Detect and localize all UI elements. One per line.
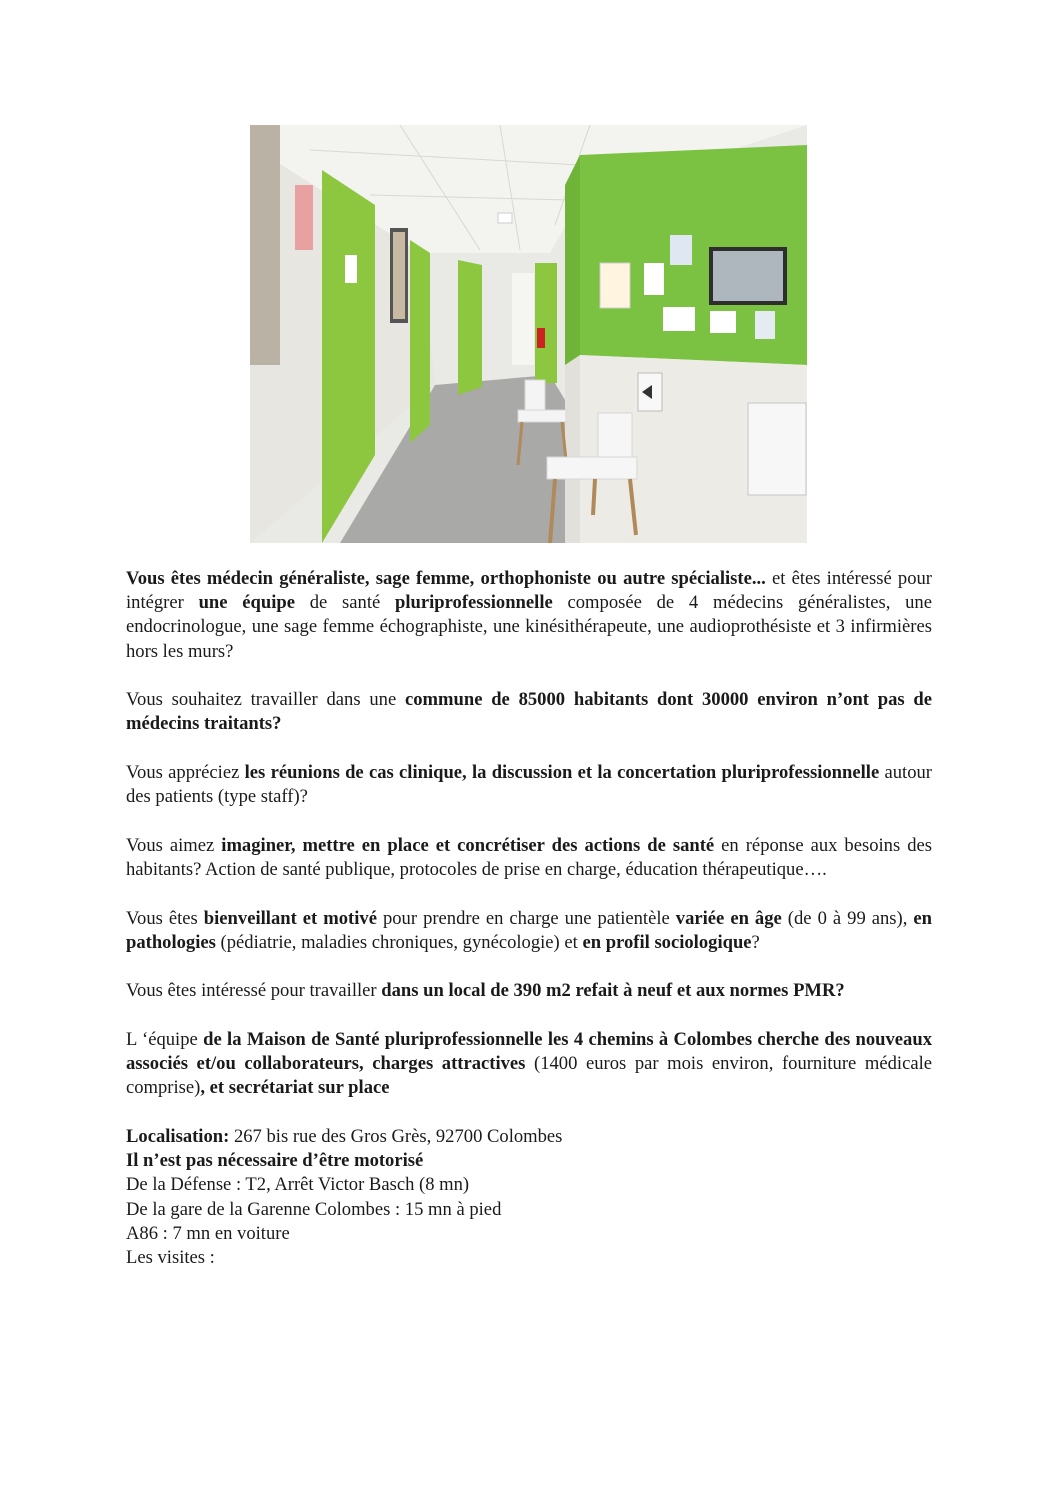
green-door-3	[458, 260, 482, 395]
gare-line: De la gare de la Garenne Colombes : 15 mn à pied	[126, 1198, 502, 1220]
location-address: 267 bis rue des Gros Grès, 92700 Colombes	[229, 1125, 563, 1147]
exit-sign	[498, 213, 512, 223]
text-run: Vous appréciez	[126, 762, 245, 783]
left-cabinet	[250, 125, 280, 365]
paragraph-patientele	[126, 907, 932, 955]
a86-line: A86 : 7 mn en voiture	[126, 1222, 290, 1244]
green-door-2	[410, 240, 430, 443]
bold-text: bienveillant et motivé	[203, 907, 377, 929]
notice-1	[600, 263, 630, 308]
notice-5	[710, 311, 736, 333]
text-run: et êtes intéressé pour intégrer	[126, 568, 932, 614]
paragraph-commune	[126, 688, 932, 736]
fire-extinguisher	[537, 328, 545, 348]
text-run: (de 0 à 99 ans),	[781, 907, 914, 929]
text-run: ?	[751, 931, 760, 953]
visites-line: Les visites :	[126, 1247, 215, 1268]
paragraph-intro	[126, 567, 932, 664]
far-door	[512, 273, 534, 365]
corridor-illustration	[250, 125, 807, 543]
text-run: Vous aimez	[126, 834, 222, 856]
paragraph-reunions	[126, 761, 932, 809]
text-run: Vous êtes intéressé pour travailler	[126, 980, 382, 1002]
notice-3	[670, 235, 692, 265]
corridor-photo	[250, 125, 807, 543]
paragraph-local	[126, 979, 932, 1003]
bold-text: pluriprofessionnelle	[395, 592, 553, 614]
bold-text: les réunions de cas clinique, la discussion et la concertation pluriprofessionnelle	[244, 762, 880, 783]
text-run: autour des patients (type staff)?	[126, 762, 932, 808]
paragraph-actions-sante	[126, 834, 932, 882]
bold-text: en profil sociologique	[582, 931, 752, 953]
location-line	[126, 1125, 932, 1149]
no-car-text: Il n’est pas nécessaire d’être motorisé	[126, 1150, 424, 1172]
bold-text: une équipe	[198, 592, 295, 614]
bold-text: commune de 85000 habitants dont 30000 environ n’ont pas de médecins traitants?	[126, 689, 932, 735]
document-body	[126, 567, 932, 1270]
bold-text: dans un local de 390 m2 refait à neuf et aux normes PMR?	[381, 980, 845, 1002]
text-run: Vous êtes	[126, 907, 204, 929]
text-run: L ‘équipe	[126, 1028, 204, 1050]
bold-text: imaginer, mettre en place et concrétiser des actions de santé	[221, 834, 715, 856]
text-run: composée de 4 médecins généralistes, une endocrinologue, une sage femme échographiste, une kinésithérapeute, une audioprothésiste et 3 infirmières hors les murs?	[126, 592, 932, 662]
notice-6	[755, 311, 775, 339]
notice-4	[663, 307, 695, 331]
bold-text: de la Maison de Santé pluriprofessionnelle les 4 chemins à Colombes cherche des nouveaux associés et/ou collaborateurs, charges attractives	[126, 1028, 932, 1075]
notice-2	[644, 263, 664, 295]
bold-text: , et secrétariat sur place	[200, 1077, 390, 1099]
door-sign	[295, 185, 313, 250]
text-run: Vous souhaitez travailler dans une	[126, 689, 405, 711]
bold-text: variée en âge	[675, 907, 782, 929]
text-run: de santé	[294, 592, 396, 614]
text-run: (1400 euros par mois environ, fourniture médicale comprise)	[126, 1053, 932, 1099]
paragraph-equipe	[126, 1028, 932, 1101]
text-run: en réponse aux besoins des habitants? Action de santé publique, protocoles de prise en charge, éducation thérapeutique….	[126, 834, 933, 880]
defense-line: De la Défense : T2, Arrêt Victor Basch (8 mn)	[126, 1174, 470, 1196]
location-block	[126, 1125, 932, 1270]
waiting-room-sign	[748, 403, 806, 495]
location-label: Localisation:	[126, 1125, 230, 1147]
bold-text: en pathologies	[126, 907, 932, 953]
bold-text: Vous êtes médecin généraliste, sage femme, orthophoniste ou autre spécialiste...	[126, 568, 766, 589]
no-car-line	[126, 1149, 932, 1173]
green-door-1	[322, 170, 375, 543]
text-run: pour prendre en charge une patientèle	[376, 907, 676, 929]
text-run: (pédiatrie, maladies chroniques, gynécologie) et	[215, 931, 583, 953]
